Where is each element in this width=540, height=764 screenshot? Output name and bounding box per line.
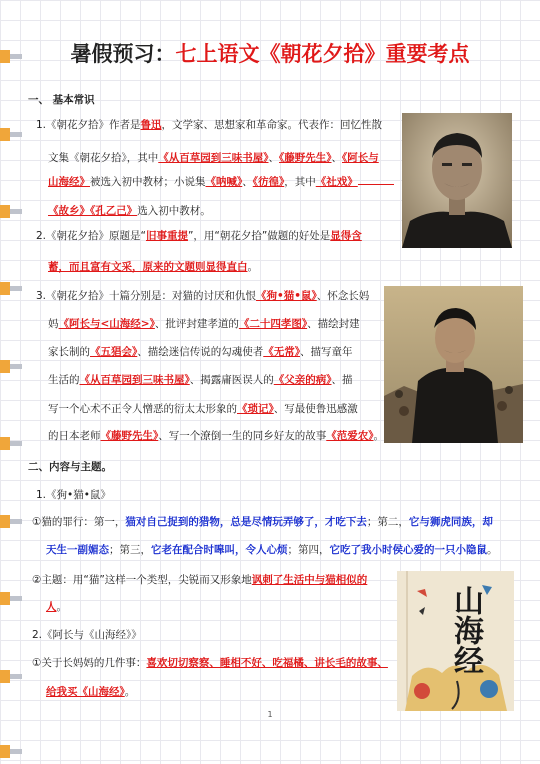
- answer: 《无常》: [263, 346, 300, 358]
- text: ；第二，: [366, 516, 409, 528]
- text: 。: [487, 544, 498, 556]
- text: 、: [242, 176, 253, 188]
- text: 、: [331, 152, 342, 164]
- book-cover-title: 山海经: [448, 585, 483, 675]
- text: 2.《朝花夕拾》原题是“: [36, 230, 146, 242]
- text: 、怀念长妈: [316, 290, 370, 302]
- text: ；第四，: [287, 544, 330, 556]
- text: 。: [373, 430, 384, 442]
- title-main: 七上语文《朝花夕拾》重要考点: [175, 41, 470, 66]
- answer: 喜欢切切察察、睡相不好、吃福橘、讲长毛的故事、: [146, 657, 388, 669]
- p3-line2: [48, 317, 360, 331]
- p3-line4: [48, 373, 353, 387]
- s2-c1-line2: [46, 543, 498, 557]
- p1-line3: [48, 173, 394, 189]
- answer: 《从百草园到三味书屋》: [79, 374, 190, 386]
- answer-blue: 它老在配合时嗥叫，令人心烦: [151, 544, 288, 556]
- s2-item2: 2.《阿长与《山海经》》: [32, 629, 142, 641]
- s2-c2-line1: [32, 573, 367, 587]
- text: 选入初中教材。: [137, 205, 211, 217]
- binder-tab: [0, 592, 22, 605]
- text: 。: [124, 686, 136, 698]
- text: 家长制的: [48, 346, 90, 358]
- binder-tab: [0, 745, 22, 758]
- text: ①关于长妈妈的几件事：: [32, 657, 147, 669]
- text: 的日本老师: [48, 430, 101, 442]
- answer: 《从百草园到三味书屋》: [158, 152, 269, 164]
- shan-hai-jing-book-cover: [397, 571, 514, 711]
- answer: 给我买《山海经》: [46, 686, 125, 698]
- answer: 《藤野先生》: [279, 152, 332, 164]
- answer: 《故乡》: [48, 205, 90, 217]
- text: ”，用“朝花夕拾”做题的好处是: [187, 230, 331, 242]
- section2-heading: 二、内容与主题。: [28, 461, 112, 473]
- page-title: [0, 38, 540, 68]
- text: 1.《朝花夕拾》作者是: [36, 119, 141, 131]
- s2-c2-line2: [46, 600, 67, 614]
- answer: 《社戏》: [315, 176, 358, 188]
- answer-blue: 它与狮虎同族，却: [408, 516, 493, 528]
- text: 、描绘封建: [307, 318, 360, 330]
- text: 。: [56, 601, 67, 613]
- binder-tab: [0, 437, 22, 450]
- s2-item1: 1.《狗•猫•鼠》: [36, 489, 111, 501]
- binder-tab: [0, 128, 22, 141]
- text: 、描: [331, 374, 353, 386]
- answer: 《阿长与<山海经>》: [58, 318, 155, 330]
- title-prefix: 暑假预习：: [70, 41, 176, 66]
- binder-tab: [0, 360, 22, 373]
- answer: 《狗•猫•鼠》: [256, 290, 317, 302]
- binder-tab: [0, 670, 22, 683]
- answer: 《琐记》: [237, 403, 274, 415]
- p1-line4: [48, 204, 211, 218]
- text: 被选入初中教材；小说集: [90, 176, 206, 188]
- binder-tab: [0, 282, 22, 295]
- text: ，文学家、思想家和革命家。代表作：回忆性散: [161, 119, 383, 131]
- text: 、揭露庸医误人的: [189, 374, 274, 386]
- text: 、描绘迷信传说的勾魂使者: [137, 346, 264, 358]
- s2-c3-line1: [32, 656, 388, 670]
- text: 。: [247, 261, 258, 273]
- answer-blue: 它吃了我小时侯心爱的一只小隐鼠: [329, 544, 487, 556]
- text: 、描写童年: [300, 346, 353, 358]
- p2-line1: [36, 229, 362, 243]
- fill-blank: [358, 173, 394, 185]
- s2-c3-line2: [46, 685, 135, 699]
- answer: 《五猖会》: [90, 346, 138, 358]
- answer: 《彷徨》: [252, 176, 285, 188]
- p1-line2: [48, 151, 379, 165]
- text: 写一个心术不正令人憎恶的衍太太形象的: [48, 403, 237, 415]
- lu-xun-portrait-photo: [402, 113, 512, 248]
- answer: 旧事重提: [145, 230, 188, 242]
- p3-line5: [48, 402, 358, 416]
- answer: 《孔乙己》: [90, 205, 138, 217]
- answer: 《父亲的病》: [273, 374, 332, 386]
- answer: 讽刺了生活中与猫相似的: [251, 574, 368, 586]
- answer: 《呐喊》: [205, 176, 243, 188]
- binder-tab: [0, 515, 22, 528]
- lu-xun-painting: [384, 286, 523, 443]
- text: 妈: [48, 318, 59, 330]
- page-number: 1: [267, 710, 273, 719]
- s2-c1-line1: [32, 515, 493, 529]
- section1-heading: 一、 基本常识: [28, 94, 95, 106]
- text: ，其中: [284, 176, 316, 188]
- answer: 《阿长与: [342, 152, 379, 164]
- text: 、写一个潦倒一生的同乡好友的故事: [158, 430, 327, 442]
- answer: 《藤野先生》: [100, 430, 159, 442]
- binder-tab: [0, 205, 22, 218]
- text: 生活的: [48, 374, 80, 386]
- p3-line3: [48, 345, 353, 359]
- text: 文集《朝花夕拾》，其中: [48, 152, 159, 164]
- answer-blue: 天生一副媚态: [46, 544, 109, 556]
- answer: 《范爱农》: [326, 430, 374, 442]
- answer: 人: [46, 601, 57, 613]
- text: ；第三，: [109, 544, 151, 556]
- p2-line2: [48, 260, 258, 274]
- answer: 《二十四孝图》: [238, 318, 308, 330]
- answer: 山海经》: [48, 176, 90, 188]
- text: ①猫的罪行：第一，: [32, 516, 126, 528]
- p1-line1: [36, 118, 382, 132]
- p3-line6: [48, 429, 384, 443]
- text: 、批评封建孝道的: [154, 318, 239, 330]
- p3-line1: [36, 289, 369, 303]
- answer-luxun: 鲁迅: [140, 119, 162, 131]
- answer: 蓄，而且富有文采，原来的文题则显得直白: [48, 261, 248, 273]
- answer: 显得含: [330, 230, 362, 242]
- text: ②主题：用“猫”这样一个类型，尖锐而又形象地: [32, 574, 252, 586]
- text: 、写最使鲁迅感激: [273, 403, 358, 415]
- text: 3.《朝花夕拾》十篇分别是：对猫的讨厌和仇恨: [36, 290, 257, 302]
- answer-blue: 猫对自己捉到的猎物，总是尽情玩弄够了，才吃下去: [125, 516, 367, 528]
- text: 、: [268, 152, 279, 164]
